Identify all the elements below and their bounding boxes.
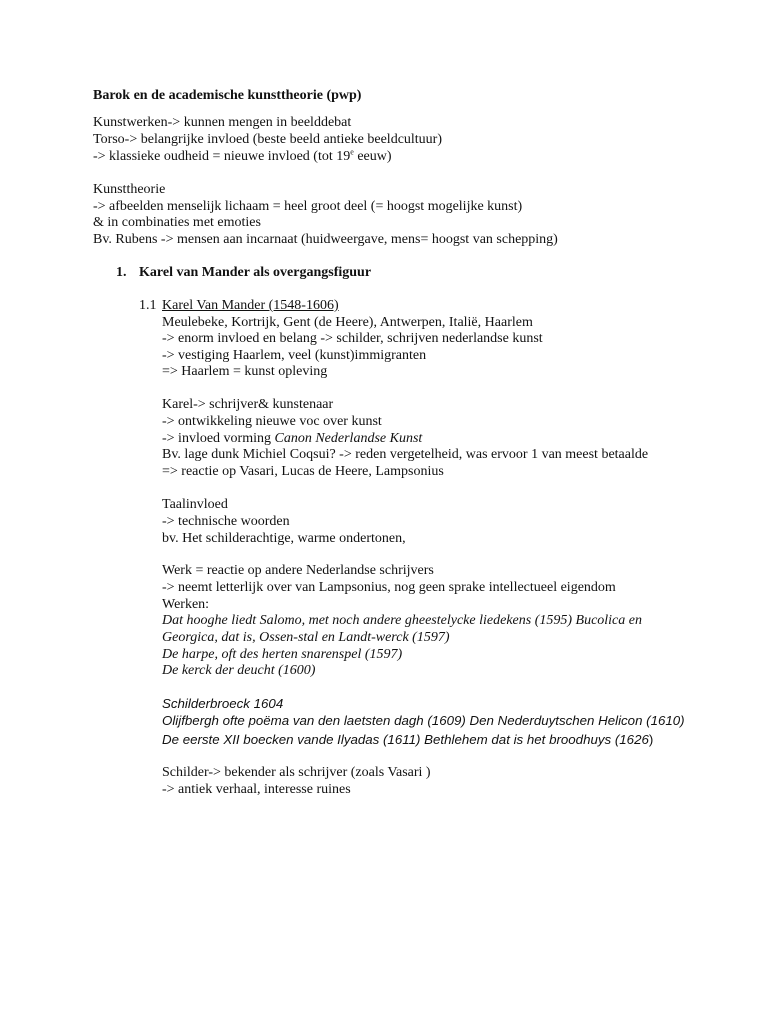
works-italic-line-4: De kerck der deucht (1600) — [162, 663, 316, 678]
block-d-line-3: Werken: — [162, 597, 210, 612]
block-c-line-2: -> technische woorden — [162, 514, 290, 529]
block-a-line-2: -> enorm invloed en belang -> schilder, schrijven nederlandse kunst — [162, 331, 543, 346]
section-1-number: 1. — [116, 265, 127, 280]
block-b-line-4: Bv. lage dunk Michiel Coqsui? -> reden vergetelheid, was ervoor 1 van meest betaalde — [162, 447, 649, 462]
block-d-line-1: Werk = reactie op andere Nederlandse schrijvers — [162, 563, 434, 578]
block-e-line-1: Schilder-> bekender als schrijver (zoals Vasari ) — [162, 765, 431, 780]
works-sans-line-3: De eerste XII boecken vande Ilyadas (1611) Bethlehem dat is het broodhuys (1626) — [162, 732, 654, 747]
kunsttheorie-line-1: -> afbeelden menselijk lichaam = heel groot deel (= hoogst mogelijke kunst) — [93, 199, 523, 214]
works-italic-line-1: Dat hooghe liedt Salomo, met noch andere gheestelycke liedekens (1595) Bucolica en — [162, 613, 642, 628]
kunsttheorie-line-2: & in combinaties met emoties — [93, 215, 261, 230]
works-italic-line-2: Georgica, dat is, Ossen-stal en Landt-werck (1597) — [162, 630, 450, 645]
block-a-line-3: -> vestiging Haarlem, veel (kunst)immigranten — [162, 348, 427, 363]
block-b-line-2: -> ontwikkeling nieuwe voc over kunst — [162, 414, 382, 429]
subsection-1-1-number: 1.1 — [139, 298, 157, 313]
document-title: Barok en de academische kunsttheorie (pwp) — [93, 88, 362, 103]
kunsttheorie-heading: Kunsttheorie — [93, 182, 166, 197]
works-italic-line-3: De harpe, oft des herten snarenspel (1597) — [162, 647, 403, 662]
block-d-line-2: -> neemt letterlijk over van Lampsonius, nog geen sprake intellectueel eigendom — [162, 580, 616, 595]
intro-line-1: Kunstwerken-> kunnen mengen in beelddebat — [93, 115, 352, 130]
subsection-1-1-title: Karel Van Mander (1548-1606) — [162, 298, 339, 313]
block-e-line-2: -> antiek verhaal, interesse ruines — [162, 782, 351, 797]
block-c-line-3: bv. Het schilderachtige, warme ondertonen, — [162, 531, 406, 546]
works-sans-line-1: Schilderbroeck 1604 — [162, 696, 284, 711]
block-c-line-1: Taalinvloed — [162, 497, 228, 512]
intro-line-2: Torso-> belangrijke invloed (beste beeld antieke beeldcultuur) — [93, 132, 443, 147]
intro-line-3: -> klassieke oudheid = nieuwe invloed (tot 19e eeuw) — [93, 147, 392, 164]
section-1-title: Karel van Mander als overgangsfiguur — [139, 265, 372, 280]
block-b-line-1: Karel-> schrijver& kunstenaar — [162, 397, 334, 412]
kunsttheorie-line-3: Bv. Rubens -> mensen aan incarnaat (huidweergave, mens= hoogst van schepping) — [93, 232, 558, 247]
block-b-line-3: -> invloed vorming Canon Nederlandse Kunst — [162, 431, 423, 446]
block-a-line-1: Meulebeke, Kortrijk, Gent (de Heere), Antwerpen, Italië, Haarlem — [162, 315, 533, 330]
block-b-line-5: => reactie op Vasari, Lucas de Heere, Lampsonius — [162, 464, 444, 479]
works-sans-line-2: Olijfbergh ofte poëma van den laetsten dagh (1609) Den Nederduytschen Helicon (1610) — [162, 713, 685, 728]
block-a-line-4: => Haarlem = kunst opleving — [162, 364, 328, 379]
